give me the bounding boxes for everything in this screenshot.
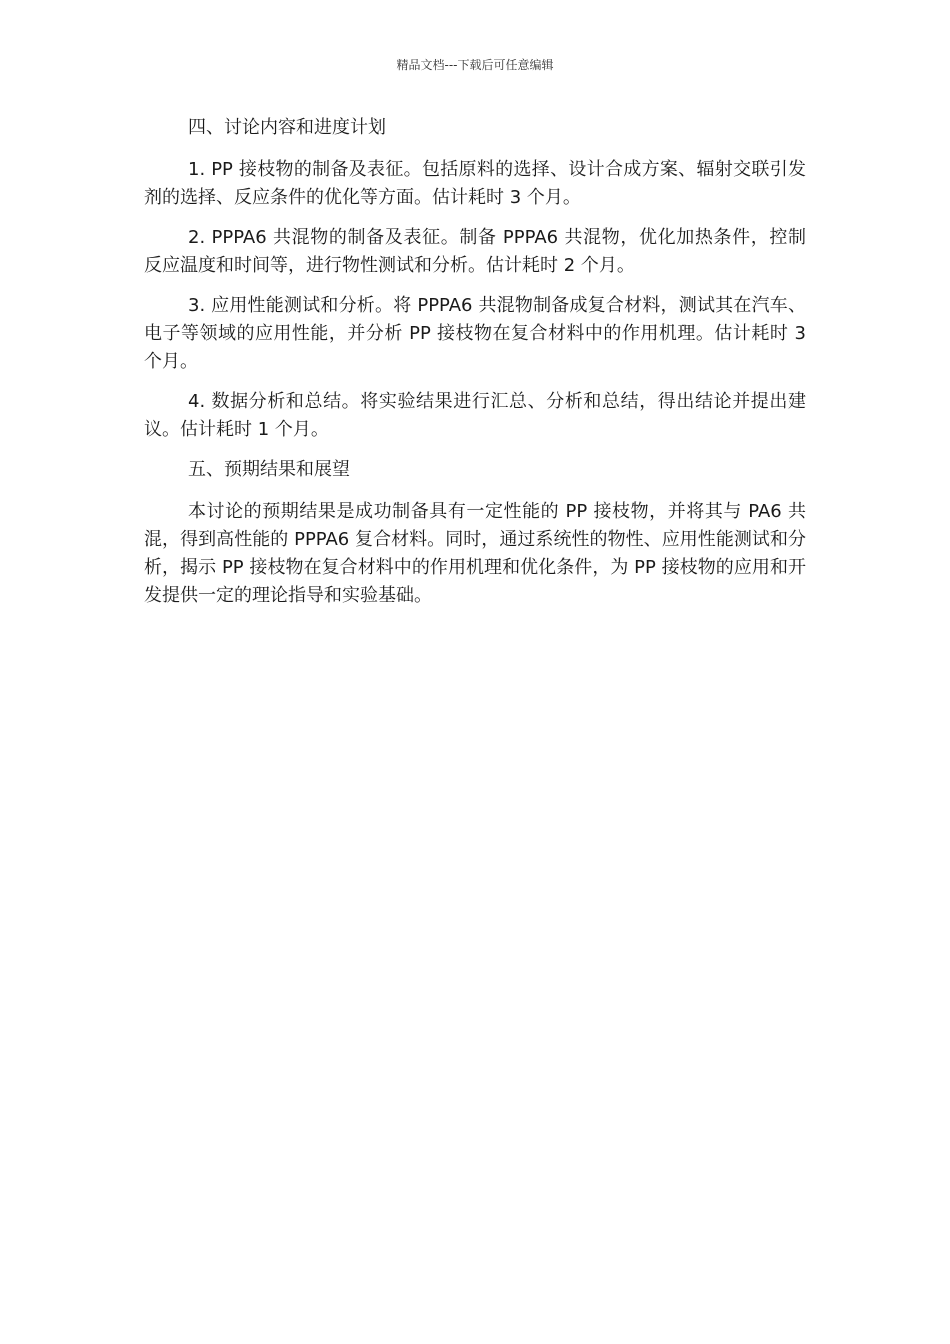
- document-body: [144, 114, 806, 622]
- outlook-paragraph: 本讨论的预期结果是成功制备具有一定性能的 PP 接枝物，并将其与 PA6 共混，得到高性能的 PPPA6 复合材料。同时，通过系统性的物性、应用性能测试和分析，揭示 PP 接枝物在复合材料中的作用机理和优化条件，为 PP 接枝物的应用和开发提供一定的理论指导和实验基础。: [144, 501, 806, 606]
- plan-item-3: 3. 应用性能测试和分析。将 PPPA6 共混物制备成复合材料，测试其在汽车、电子等领域的应用性能，并分析 PP 接枝物在复合材料中的作用机理。估计耗时 3 个月。: [144, 295, 806, 372]
- section-heading-outlook: 五、预期结果和展望: [188, 459, 350, 480]
- plan-item-2: 2. PPPA6 共混物的制备及表征。制备 PPPA6 共混物，优化加热条件，控制反应温度和时间等，进行物性测试和分析。估计耗时 2 个月。: [144, 227, 806, 276]
- page-header: 精品文档---下载后可任意编辑: [396, 58, 554, 72]
- plan-item-1: 1. PP 接枝物的制备及表征。包括原料的选择、设计合成方案、辐射交联引发剂的选择、反应条件的优化等方面。估计耗时 3 个月。: [144, 159, 806, 208]
- section-heading-plan: 四、讨论内容和进度计划: [188, 117, 386, 138]
- plan-item-4: 4. 数据分析和总结。将实验结果进行汇总、分析和总结，得出结论并提出建议。估计耗时 1 个月。: [144, 391, 806, 440]
